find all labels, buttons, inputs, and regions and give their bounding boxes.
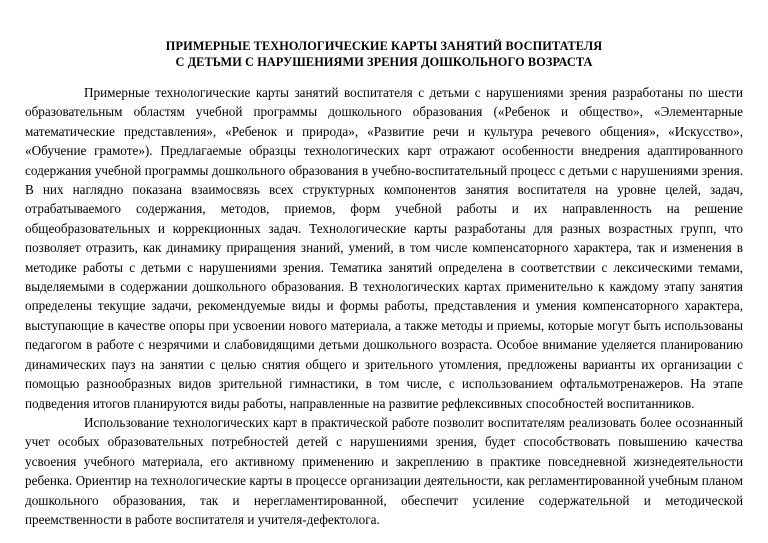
page-title	[25, 38, 743, 70]
title-line-2: С ДЕТЬМИ С НАРУШЕНИЯМИ ЗРЕНИЯ ДОШКОЛЬНОГО ВОЗРАСТА	[175, 55, 593, 69]
title-line-1: ПРИМЕРНЫЕ ТЕХНОЛОГИЧЕСКИЕ КАРТЫ ЗАНЯТИЙ ВОСПИТАТЕЛЯ	[165, 39, 603, 53]
paragraph-1: Примерные технологические карты занятий воспитателя с детьми с нарушениями зрения разработаны по шести образовательным областям учебной программы дошкольного образования («Ребенок и общество», «Элементарные математические представления», «Ребенок и природа», «Развитие речи и культура речевого общения», «Искусство», «Обучение грамоте»). Предлагаемые образцы технологических карт отражают особенности внедрения адаптированного содержания учебной программы дошкольного образования в учебно-воспитательный процесс с детьми с нарушениями зрения. В них наглядно показана взаимосвязь всех структурных компонентов занятия воспитателя на уровне целей, задач, отрабатываемого содержания, методов, приемов, форм учебной работы и их направленность на решение общеобразовательных и коррекционных задач. Технологические карты разработаны для разных возрастных групп, что позволяет отразить, как динамику приращения знаний, умений, в том числе компенсаторного характера, так и изменения в методике работы с детьми с нарушениями зрения. Тематика занятий определена в соответствии с лексическими темами, выделяемыми в содержании дошкольного образования. В технологических картах применительно к каждому этапу занятия определены текущие задачи, рекомендуемые виды и формы работы, представления и умения компенсаторного характера, выступающие в качестве опоры при усвоении нового материала, а также методы и приемы, которые могут быть использованы педагогом в работе с незрячими и слабовидящими детьми дошкольного возраста. Особое внимание уделяется планированию динамических пауз на занятии с целью снятия общего и зрительного утомления, предложены варианты их организации с помощью разнообразных видов зрительной гимнастики, в том числе, с использованием офтальмотренажеров. На этапе подведения итогов планируются виды работы, направленные на развитие рефлексивных способностей воспитанников.	[25, 85, 743, 411]
paragraph-2: Использование технологических карт в практической работе позволит воспитателям реализовать более осознанный учет особых образовательных потребностей детей с нарушениями зрения, будет способствовать повышению качества усвоения учебного материала, его активному применению и закреплению в практике повседневной жизнедеятельности ребенка. Ориентир на технологические карты в процессе организации деятельности, как регламентированной учебным планом дошкольного образования, так и нерегламентированной, обеспечит усиление содержательной и методической преемственности в работе воспитателя и учителя-дефектолога.	[25, 414, 743, 527]
